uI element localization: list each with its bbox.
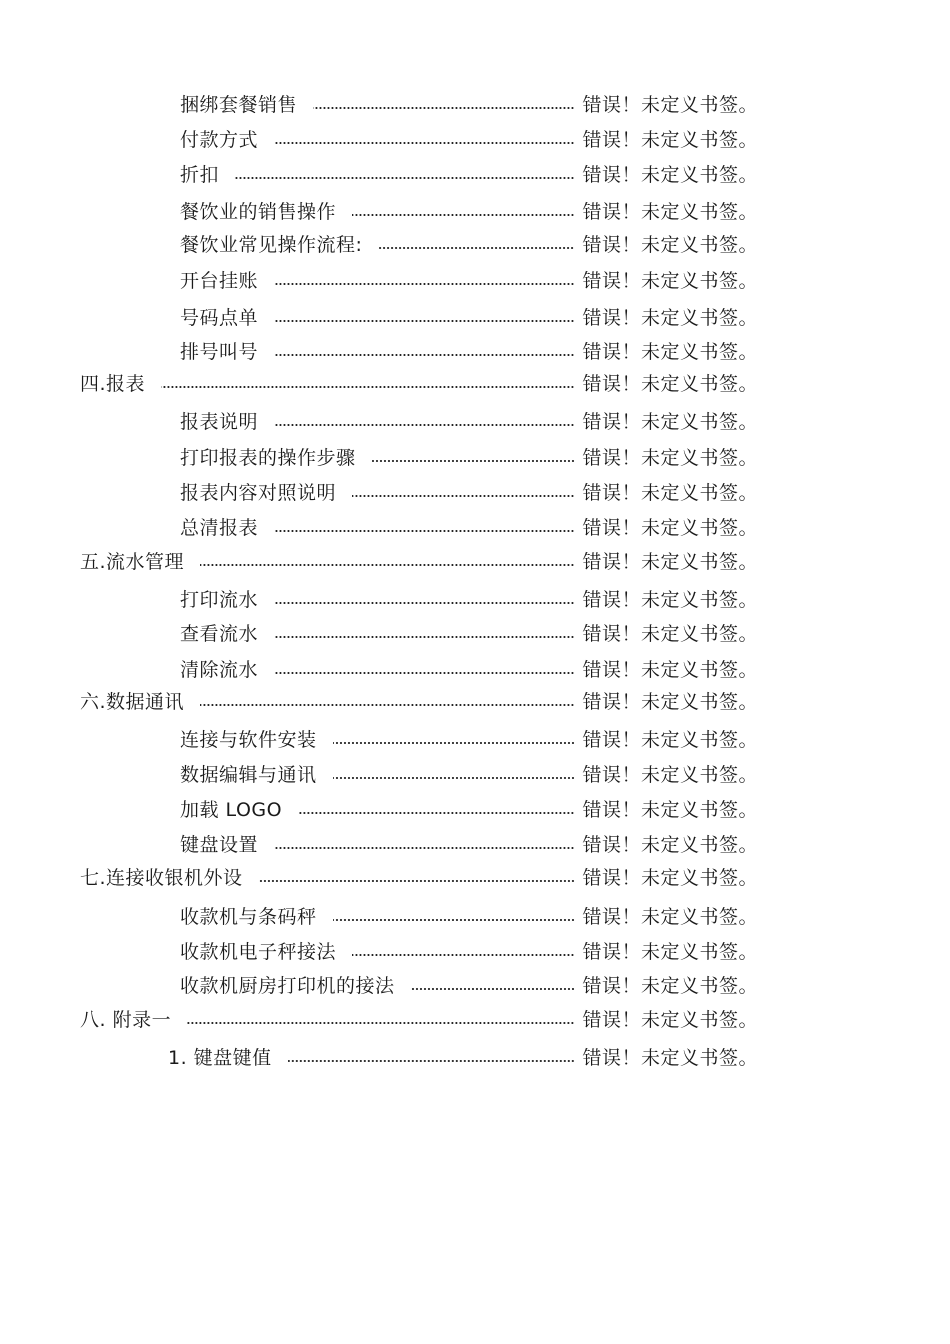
toc-entry[interactable]	[80, 545, 758, 575]
toc-entry-title: 连接与软件安装	[180, 728, 317, 751]
toc-entry-title: 餐饮业常见操作流程:	[180, 233, 363, 256]
toc-entry[interactable]	[180, 335, 758, 365]
toc-entry-title: 付款方式	[180, 128, 259, 151]
toc-entry[interactable]	[180, 793, 758, 823]
dot-leader	[333, 777, 575, 779]
toc-entry-page: 错误！未定义书签。	[582, 763, 758, 786]
toc-entry-title: 八. 附录一	[80, 1008, 172, 1031]
toc-entry-page: 错误！未定义书签。	[582, 481, 758, 504]
dot-leader	[352, 495, 574, 497]
toc-entry-page: 错误！未定义书签。	[582, 1008, 758, 1031]
dot-leader	[411, 988, 575, 990]
toc-entry[interactable]	[80, 861, 758, 891]
dot-leader	[352, 214, 574, 216]
toc-entry-page: 错误！未定义书签。	[582, 588, 758, 611]
toc-entry-page: 错误！未定义书签。	[582, 516, 758, 539]
toc-entry-title: 七.连接收银机外设	[80, 866, 243, 889]
toc-entry-title: 折扣	[180, 163, 220, 186]
dot-leader	[298, 812, 574, 814]
dot-leader	[378, 247, 574, 249]
dot-leader	[187, 1022, 574, 1024]
toc-entry-title: 总清报表	[180, 516, 259, 539]
toc-entry-page: 错误！未定义书签。	[582, 550, 758, 573]
toc-entry[interactable]	[180, 195, 758, 225]
toc-entry-page: 错误！未定义书签。	[582, 690, 758, 713]
toc-entry-title: 收款机与条码秤	[180, 905, 317, 928]
toc-entry-title: 键盘设置	[180, 833, 259, 856]
toc-entry-page: 错误！未定义书签。	[582, 905, 758, 928]
toc-entry-page: 错误！未定义书签。	[582, 658, 758, 681]
toc-entry-title: 六.数据通讯	[80, 690, 185, 713]
toc-entry[interactable]	[180, 476, 758, 506]
toc-entry-title: 五.流水管理	[80, 550, 185, 573]
toc-entry[interactable]	[180, 158, 758, 188]
toc-entry-title: 号码点单	[180, 306, 259, 329]
toc-entry-page: 错误！未定义书签。	[582, 866, 758, 889]
toc-entry-title: 清除流水	[180, 658, 259, 681]
toc-entry-page: 错误！未定义书签。	[582, 93, 758, 116]
dot-leader	[372, 460, 575, 462]
toc-entry-page: 错误！未定义书签。	[582, 974, 758, 997]
dot-leader	[333, 742, 575, 744]
toc-entry[interactable]	[180, 123, 758, 153]
dot-leader	[274, 602, 574, 604]
toc-entry[interactable]	[180, 583, 758, 613]
toc-entry-title: 打印报表的操作步骤	[180, 446, 356, 469]
dot-leader	[161, 386, 574, 388]
toc-entry[interactable]	[180, 900, 758, 930]
toc-entry-page: 错误！未定义书签。	[582, 306, 758, 329]
toc-entry-page: 错误！未定义书签。	[582, 410, 758, 433]
dot-leader	[288, 1060, 575, 1062]
toc-entry-page: 错误！未定义书签。	[582, 622, 758, 645]
dot-leader	[274, 354, 574, 356]
toc-entry-title: 查看流水	[180, 622, 259, 645]
toc-entry-page: 错误！未定义书签。	[582, 200, 758, 223]
toc-entry[interactable]	[180, 264, 758, 294]
toc-entry[interactable]	[180, 969, 758, 999]
dot-leader	[274, 142, 574, 144]
toc-entry[interactable]	[80, 367, 758, 397]
toc-entry-page: 错误！未定义书签。	[582, 940, 758, 963]
dot-leader	[200, 704, 574, 706]
toc-entry-title: 加载 LOGO	[180, 798, 283, 821]
toc-entry[interactable]	[180, 511, 758, 541]
toc-entry-title: 捆绑套餐销售	[180, 93, 298, 116]
toc-entry-page: 错误！未定义书签。	[582, 269, 758, 292]
toc-entry[interactable]	[180, 88, 758, 118]
toc-entry[interactable]	[180, 935, 758, 965]
toc-entry[interactable]	[180, 617, 758, 647]
toc-entry[interactable]	[180, 405, 758, 435]
toc-entry-title: 报表内容对照说明	[180, 481, 337, 504]
dot-leader	[274, 283, 574, 285]
toc-entry[interactable]	[180, 828, 758, 858]
toc-entry-page: 错误！未定义书签。	[582, 163, 758, 186]
toc-entry-title: 收款机厨房打印机的接法	[180, 974, 395, 997]
toc-entry-title: 排号叫号	[180, 340, 259, 363]
dot-leader	[274, 530, 574, 532]
toc-entry-title: 数据编辑与通讯	[180, 763, 317, 786]
toc-entry-page: 错误！未定义书签。	[582, 833, 758, 856]
dot-leader	[235, 177, 574, 179]
toc-entry-title: 四.报表	[80, 372, 146, 395]
dot-leader	[200, 564, 574, 566]
toc-entry-title: 开台挂账	[180, 269, 259, 292]
toc-entry[interactable]	[180, 441, 758, 471]
dot-leader	[313, 107, 574, 109]
dot-leader	[274, 847, 574, 849]
toc-entry-title: 报表说明	[180, 410, 259, 433]
toc-entry[interactable]	[80, 685, 758, 715]
toc-entry-page: 错误！未定义书签。	[582, 340, 758, 363]
toc-entry[interactable]	[180, 228, 758, 258]
dot-leader	[352, 954, 574, 956]
toc-entry-page: 错误！未定义书签。	[582, 233, 758, 256]
toc-entry[interactable]	[180, 653, 758, 683]
toc-entry-page: 错误！未定义书签。	[582, 1046, 758, 1069]
toc-entry-page: 错误！未定义书签。	[582, 728, 758, 751]
toc-entry-page: 错误！未定义书签。	[582, 446, 758, 469]
dot-leader	[274, 636, 574, 638]
toc-entry[interactable]	[80, 1003, 758, 1033]
toc-entry-page: 错误！未定义书签。	[582, 372, 758, 395]
dot-leader	[259, 880, 575, 882]
toc-entry[interactable]	[180, 723, 758, 753]
toc-entry[interactable]	[180, 758, 758, 788]
toc-entry-title: 1. 键盘键值	[168, 1046, 272, 1069]
dot-leader	[333, 919, 575, 921]
dot-leader	[274, 424, 574, 426]
toc-entry-page: 错误！未定义书签。	[582, 128, 758, 151]
toc-entry-title: 收款机电子秤接法	[180, 940, 337, 963]
toc-entry-title: 打印流水	[180, 588, 259, 611]
dot-leader	[274, 320, 574, 322]
toc-entry-page: 错误！未定义书签。	[582, 798, 758, 821]
toc-entry[interactable]	[180, 301, 758, 331]
toc-entry[interactable]	[168, 1041, 758, 1071]
toc-entry-title: 餐饮业的销售操作	[180, 200, 337, 223]
dot-leader	[274, 672, 574, 674]
